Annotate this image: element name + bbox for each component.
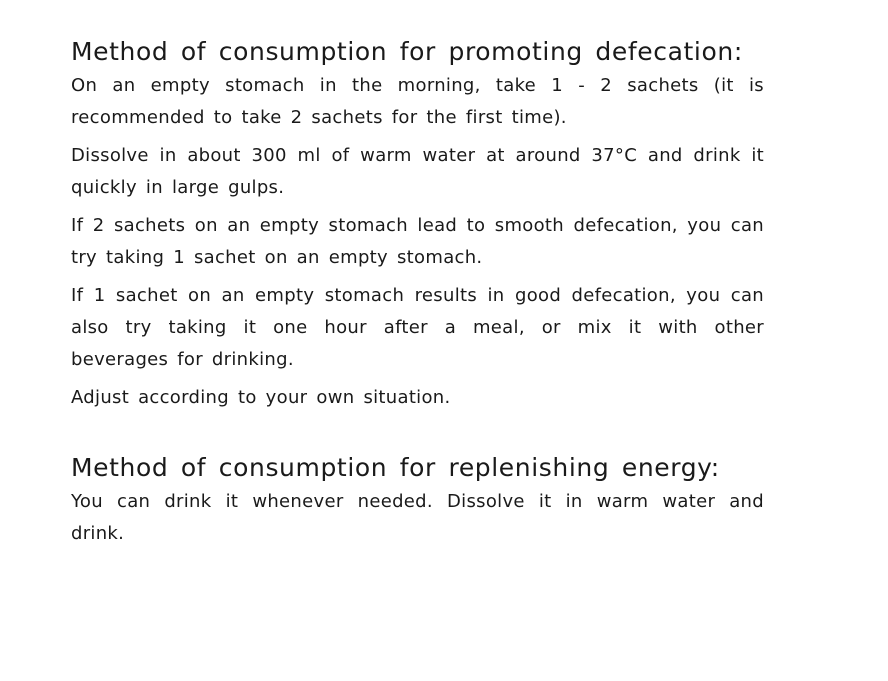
paragraph: You can drink it whenever needed. Dissolve it in warm water and drink. xyxy=(71,491,764,544)
paragraph: Adjust according to your own situation. xyxy=(71,387,451,408)
paragraph: If 2 sachets on an empty stomach lead to smooth defecation, you can try taking 1 sachet on an empty stomach. xyxy=(71,215,764,268)
paragraph: If 1 sachet on an empty stomach results in good defecation, you can also try taking it one hour after a meal, or mix it with other beverages for drinking. xyxy=(71,285,764,370)
paragraph: Dissolve in about 300 ml of warm water at around 37°C and drink it quickly in large gulps. xyxy=(71,145,764,198)
section-promoting-defecation xyxy=(71,34,764,414)
paragraph: On an empty stomach in the morning, take 1 - 2 sachets (it is recommended to take 2 sachets for the first time). xyxy=(71,75,764,128)
section-replenishing-energy xyxy=(71,450,764,550)
document-body xyxy=(71,34,764,556)
section-heading: Method of consumption for promoting defecation: xyxy=(71,37,743,66)
section-heading: Method of consumption for replenishing energy: xyxy=(71,453,720,482)
